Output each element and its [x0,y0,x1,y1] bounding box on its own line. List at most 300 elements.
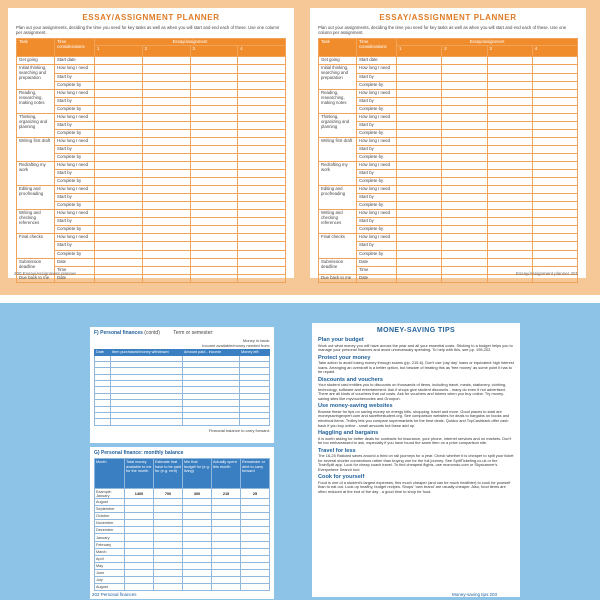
month-cell[interactable] [154,541,183,548]
month-cell[interactable] [125,577,154,584]
example-remainder: 25 [241,489,270,499]
month-cell[interactable] [125,499,154,506]
planner-entry-cell[interactable] [95,73,143,81]
planner-entry-cell[interactable] [532,97,577,105]
planner-entry-cell[interactable] [397,113,442,121]
planner-entry-cell[interactable] [238,242,286,250]
planner-entry-cell[interactable] [397,153,442,161]
planner-entry-cell[interactable] [95,113,143,121]
month-cell[interactable] [125,562,154,569]
planner-entry-cell[interactable] [142,113,190,121]
planner-entry-cell[interactable] [442,186,487,194]
planner-entry-cell[interactable] [397,242,442,250]
month-cell[interactable] [183,569,212,576]
planner-entry-cell[interactable] [95,105,143,113]
planner-entry-cell[interactable] [397,162,442,170]
planner-entry-cell[interactable] [95,65,143,73]
month-cell[interactable] [241,555,270,562]
planner-entry-cell[interactable] [238,202,286,210]
planner-entry-cell[interactable] [442,274,487,282]
planner-entry-cell[interactable] [532,137,577,145]
planner-entry-cell[interactable] [397,81,442,89]
planner-entry-cell[interactable] [142,210,190,218]
month-cell[interactable] [241,534,270,541]
month-cell[interactable] [154,569,183,576]
planner-entry-cell[interactable] [487,57,532,65]
planner-entry-cell[interactable] [190,113,238,121]
month-cell[interactable] [212,555,241,562]
month-cell[interactable] [241,527,270,534]
planner-entry-cell[interactable] [142,145,190,153]
time-consideration: How long I need [357,113,397,121]
month-cell[interactable] [183,506,212,513]
planner-entry-cell[interactable] [487,137,532,145]
planner-entry-cell[interactable] [95,145,143,153]
month-cell[interactable] [125,520,154,527]
planner-entry-cell[interactable] [532,202,577,210]
month-cell[interactable] [154,548,183,555]
planner-entry-cell[interactable] [95,137,143,145]
planner-entry-cell[interactable] [487,218,532,226]
planner-entry-cell[interactable] [442,250,487,258]
planner-entry-cell[interactable] [442,137,487,145]
month-cell[interactable] [125,569,154,576]
planner-entry-cell[interactable] [95,202,143,210]
planner-entry-cell[interactable] [532,65,577,73]
planner-entry-cell[interactable] [190,274,238,282]
month-cell[interactable] [183,584,212,591]
month-cell[interactable] [125,541,154,548]
planner-entry-cell[interactable] [238,145,286,153]
planner-entry-cell[interactable] [397,89,442,97]
planner-entry-cell[interactable] [142,186,190,194]
planner-entry-cell[interactable] [142,258,190,266]
planner-entry-cell[interactable] [442,145,487,153]
planner-entry-cell[interactable] [442,65,487,73]
planner-entry-cell[interactable] [190,153,238,161]
planner-entry-cell[interactable] [442,162,487,170]
planner-entry-cell[interactable] [238,194,286,202]
month-cell[interactable] [241,520,270,527]
planner-entry-cell[interactable] [487,162,532,170]
planner-entry-cell[interactable] [397,226,442,234]
month-cell[interactable] [212,527,241,534]
planner-entry-cell[interactable] [532,129,577,137]
month-cell[interactable] [154,520,183,527]
planner-entry-cell[interactable] [238,113,286,121]
planner-entry-cell[interactable] [238,129,286,137]
planner-entry-cell[interactable] [190,105,238,113]
planner-entry-cell[interactable] [190,121,238,129]
planner-entry-cell[interactable] [442,178,487,186]
planner-entry-cell[interactable] [532,113,577,121]
month-cell[interactable] [183,541,212,548]
planner-entry-cell[interactable] [142,194,190,202]
planner-entry-cell[interactable] [190,129,238,137]
month-cell[interactable] [241,577,270,584]
planner-entry-cell[interactable] [238,226,286,234]
month-cell[interactable] [241,584,270,591]
planner-entry-cell[interactable] [190,89,238,97]
col-2: 2 [142,46,190,57]
planner-entry-cell[interactable] [190,137,238,145]
planner-entry-cell[interactable] [142,89,190,97]
planner-entry-cell[interactable] [487,250,532,258]
planner-entry-cell[interactable] [238,234,286,242]
planner-entry-cell[interactable] [238,137,286,145]
planner-entry-cell[interactable] [190,170,238,178]
ledger-cell[interactable] [240,419,270,425]
planner-entry-cell[interactable] [142,266,190,274]
month-cell[interactable] [183,548,212,555]
planner-entry-cell[interactable] [238,81,286,89]
planner-entry-cell[interactable] [142,250,190,258]
planner-entry-cell[interactable] [442,153,487,161]
month-cell[interactable] [154,513,183,520]
planner-entry-cell[interactable] [142,73,190,81]
planner-entry-cell[interactable] [142,234,190,242]
planner-entry-cell[interactable] [142,202,190,210]
planner-entry-cell[interactable] [95,186,143,194]
planner-entry-cell[interactable] [190,57,238,65]
month-cell[interactable] [241,513,270,520]
planner-entry-cell[interactable] [238,178,286,186]
planner-entry-cell[interactable] [142,218,190,226]
planner-entry-cell[interactable] [532,250,577,258]
planner-entry-cell[interactable] [487,153,532,161]
planner-entry-cell[interactable] [238,274,286,282]
ledger-cell[interactable] [95,419,111,425]
planner-entry-cell[interactable] [95,121,143,129]
month-cell[interactable] [212,520,241,527]
planner-entry-cell[interactable] [397,137,442,145]
planner-entry-cell[interactable] [95,178,143,186]
month-cell[interactable] [212,548,241,555]
planner-entry-cell[interactable] [142,121,190,129]
planner-entry-cell[interactable] [190,73,238,81]
planner-entry-cell[interactable] [487,145,532,153]
planner-entry-cell[interactable] [190,97,238,105]
planner-entry-cell[interactable] [532,194,577,202]
planner-entry-cell[interactable] [442,170,487,178]
planner-entry-cell[interactable] [142,81,190,89]
planner-entry-cell[interactable] [487,97,532,105]
ledger-cell[interactable] [183,419,240,425]
planner-entry-cell[interactable] [190,242,238,250]
monthly-balance-title: G) Personal finance: monthly balance [94,450,184,456]
planner-entry-cell[interactable] [487,65,532,73]
planner-entry-cell[interactable] [190,250,238,258]
planner-entry-cell[interactable] [142,170,190,178]
planner-entry-cell[interactable] [487,113,532,121]
planner-entry-cell[interactable] [238,89,286,97]
month-cell[interactable] [241,562,270,569]
planner-entry-cell[interactable] [487,121,532,129]
planner-entry-cell[interactable] [532,170,577,178]
planner-entry-cell[interactable] [95,234,143,242]
month-cell[interactable] [154,584,183,591]
month-cell[interactable] [183,527,212,534]
planner-entry-cell[interactable] [397,57,442,65]
planner-entry-cell[interactable] [95,194,143,202]
planner-entry-cell[interactable] [238,65,286,73]
month-cell[interactable] [212,506,241,513]
planner-entry-cell[interactable] [190,178,238,186]
planner-entry-cell[interactable] [487,178,532,186]
planner-entry-cell[interactable] [142,129,190,137]
planner-entry-cell[interactable] [190,194,238,202]
month-cell[interactable] [212,499,241,506]
planner-entry-cell[interactable] [487,242,532,250]
planner-entry-cell[interactable] [190,81,238,89]
month-cell[interactable] [183,555,212,562]
month-cell[interactable] [212,513,241,520]
planner-entry-cell[interactable] [190,218,238,226]
planner-entry-cell[interactable] [397,258,442,266]
month-cell[interactable] [241,499,270,506]
planner-entry-cell[interactable] [95,57,143,65]
planner-entry-cell[interactable] [95,242,143,250]
planner-entry-cell[interactable] [95,170,143,178]
planner-entry-cell[interactable] [238,170,286,178]
planner-entry-cell[interactable] [95,162,143,170]
month-cell[interactable] [154,499,183,506]
planner-entry-cell[interactable] [442,218,487,226]
planner-entry-cell[interactable] [397,178,442,186]
planner-entry-cell[interactable] [532,258,577,266]
planner-entry-cell[interactable] [442,105,487,113]
planner-entry-cell[interactable] [532,162,577,170]
planner-entry-cell[interactable] [487,202,532,210]
planner-entry-cell[interactable] [142,153,190,161]
planner-entry-cell[interactable] [397,105,442,113]
planner-entry-cell[interactable] [142,97,190,105]
planner-entry-cell[interactable] [532,57,577,65]
planner-entry-cell[interactable] [487,105,532,113]
planner-entry-cell[interactable] [142,162,190,170]
planner-entry-cell[interactable] [487,210,532,218]
planner-entry-cell[interactable] [95,97,143,105]
planner-entry-cell[interactable] [95,218,143,226]
planner-entry-cell[interactable] [95,226,143,234]
month-cell[interactable] [125,527,154,534]
month-cell[interactable] [212,569,241,576]
planner-entry-cell[interactable] [190,226,238,234]
head-task: Task [17,39,55,57]
month-cell[interactable] [241,506,270,513]
planner-entry-cell[interactable] [442,129,487,137]
example-min: 300 [183,489,212,499]
planner-entry-cell[interactable] [397,65,442,73]
planner-entry-cell[interactable] [238,186,286,194]
planner-entry-cell[interactable] [532,178,577,186]
planner-entry-cell[interactable] [442,121,487,129]
planner-entry-cell[interactable] [190,234,238,242]
planner-entry-cell[interactable] [532,226,577,234]
month-cell[interactable] [154,534,183,541]
month-cell[interactable] [183,513,212,520]
planner-entry-cell[interactable] [142,137,190,145]
planner-entry-cell[interactable] [142,242,190,250]
planner-entry-cell[interactable] [532,89,577,97]
planner-entry-cell[interactable] [442,113,487,121]
planner-entry-cell[interactable] [532,105,577,113]
planner-entry-cell[interactable] [442,81,487,89]
month-cell[interactable] [125,584,154,591]
planner-entry-cell[interactable] [442,258,487,266]
month-cell[interactable] [154,555,183,562]
planner-row [319,194,578,202]
planner-entry-cell[interactable] [142,65,190,73]
planner-entry-cell[interactable] [487,73,532,81]
planner-entry-cell[interactable] [238,218,286,226]
month-cell[interactable] [212,541,241,548]
planner-entry-cell[interactable] [190,266,238,274]
month-cell[interactable] [183,520,212,527]
planner-entry-cell[interactable] [238,57,286,65]
planner-entry-cell[interactable] [238,121,286,129]
planner-entry-cell[interactable] [397,234,442,242]
planner-entry-cell[interactable] [397,194,442,202]
planner-entry-cell[interactable] [238,73,286,81]
planner-entry-cell[interactable] [397,97,442,105]
month-label: May [95,562,125,569]
planner-entry-cell[interactable] [95,81,143,89]
planner-entry-cell[interactable] [532,145,577,153]
planner-entry-cell[interactable] [442,89,487,97]
planner-entry-cell[interactable] [238,162,286,170]
planner-entry-cell[interactable] [532,186,577,194]
planner-entry-cell[interactable] [487,258,532,266]
time-consideration: Start by [357,121,397,129]
planner-entry-cell[interactable] [487,170,532,178]
planner-entry-cell[interactable] [190,210,238,218]
planner-entry-cell[interactable] [442,97,487,105]
planner-entry-cell[interactable] [397,210,442,218]
planner-entry-cell[interactable] [442,234,487,242]
planner-entry-cell[interactable] [442,210,487,218]
planner-entry-cell[interactable] [397,121,442,129]
planner-entry-cell[interactable] [190,162,238,170]
planner-entry-cell[interactable] [95,266,143,274]
planner-entry-cell[interactable] [532,242,577,250]
planner-entry-cell[interactable] [190,186,238,194]
planner-entry-cell[interactable] [487,226,532,234]
month-cell[interactable] [154,527,183,534]
planner-entry-cell[interactable] [142,178,190,186]
planner-entry-cell[interactable] [190,65,238,73]
planner-entry-cell[interactable] [487,186,532,194]
planner-entry-cell[interactable] [238,153,286,161]
planner-entry-cell[interactable] [95,258,143,266]
planner-entry-cell[interactable] [397,145,442,153]
planner-entry-cell[interactable] [95,210,143,218]
month-cell[interactable] [212,577,241,584]
planner-entry-cell[interactable] [487,89,532,97]
month-cell[interactable] [183,499,212,506]
month-cell[interactable] [125,548,154,555]
planner-entry-cell[interactable] [442,266,487,274]
planner-entry-cell[interactable] [442,194,487,202]
planner-entry-cell[interactable] [142,226,190,234]
planner-entry-cell[interactable] [95,274,143,282]
planner-entry-cell[interactable] [532,218,577,226]
planner-entry-cell[interactable] [397,274,442,282]
planner-entry-cell[interactable] [397,266,442,274]
planner-entry-cell[interactable] [487,81,532,89]
planner-entry-cell[interactable] [532,121,577,129]
planner-entry-cell[interactable] [487,234,532,242]
planner-entry-cell[interactable] [238,210,286,218]
planner-entry-cell[interactable] [397,250,442,258]
planner-entry-cell[interactable] [397,170,442,178]
monthly-balance-table [94,458,270,591]
month-cell[interactable] [241,541,270,548]
planner-entry-cell[interactable] [442,73,487,81]
planner-entry-cell[interactable] [95,129,143,137]
planner-entry-cell[interactable] [142,105,190,113]
planner-entry-cell[interactable] [190,258,238,266]
month-cell[interactable] [125,534,154,541]
month-cell[interactable] [241,548,270,555]
planner-entry-cell[interactable] [238,250,286,258]
month-cell[interactable] [125,506,154,513]
planner-entry-cell[interactable] [442,202,487,210]
planner-entry-cell[interactable] [142,274,190,282]
month-cell[interactable] [154,562,183,569]
planner-entry-cell[interactable] [190,145,238,153]
planner-entry-cell[interactable] [532,73,577,81]
planner-entry-cell[interactable] [397,202,442,210]
month-cell[interactable] [212,584,241,591]
planner-entry-cell[interactable] [190,202,238,210]
planner-entry-cell[interactable] [532,81,577,89]
planner-entry-cell[interactable] [532,153,577,161]
month-cell[interactable] [212,562,241,569]
planner-entry-cell[interactable] [442,242,487,250]
planner-entry-cell[interactable] [238,258,286,266]
month-cell[interactable] [125,513,154,520]
planner-entry-cell[interactable] [397,129,442,137]
planner-entry-cell[interactable] [532,210,577,218]
planner-entry-cell[interactable] [95,89,143,97]
planner-entry-cell[interactable] [487,129,532,137]
planner-entry-cell[interactable] [238,105,286,113]
planner-entry-cell[interactable] [532,234,577,242]
planner-entry-cell[interactable] [95,153,143,161]
month-cell[interactable] [183,562,212,569]
planner-entry-cell[interactable] [142,57,190,65]
planner-entry-cell[interactable] [487,194,532,202]
month-cell[interactable] [125,555,154,562]
planner-entry-cell[interactable] [95,250,143,258]
month-cell[interactable] [241,569,270,576]
month-cell[interactable] [183,534,212,541]
month-cell[interactable] [154,577,183,584]
month-cell[interactable] [183,577,212,584]
planner-entry-cell[interactable] [397,218,442,226]
time-consideration: How long I need [55,162,95,170]
month-cell[interactable] [154,506,183,513]
planner-entry-cell[interactable] [238,97,286,105]
planner-entry-cell[interactable] [442,226,487,234]
planner-entry-cell[interactable] [397,73,442,81]
month-cell[interactable] [212,534,241,541]
planner-entry-cell[interactable] [397,186,442,194]
planner-entry-cell[interactable] [442,57,487,65]
planner-entry-cell[interactable] [238,266,286,274]
ledger-cell[interactable] [111,419,183,425]
